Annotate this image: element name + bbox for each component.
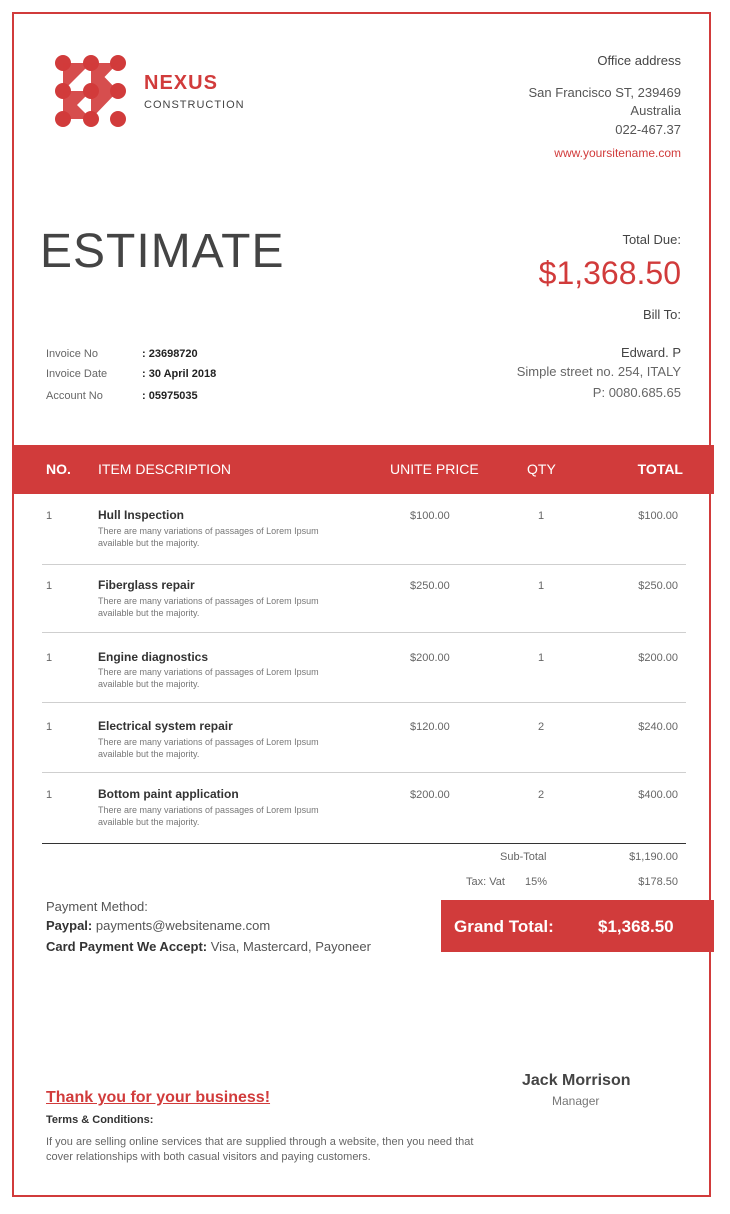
thank-you-message: Thank you for your business!: [46, 1089, 271, 1106]
header-total: TOTAL: [637, 461, 683, 477]
grand-total-value: $1,368.50: [598, 917, 674, 936]
row-divider: [42, 702, 686, 703]
total-due-value: $1,368.50: [538, 255, 681, 291]
row-title: Hull Inspection: [98, 508, 185, 522]
row-qty: 1: [538, 510, 545, 522]
tax-label: Tax: Vat: [466, 876, 505, 888]
row-unit-price: $200.00: [410, 652, 450, 664]
grand-total-label: Grand Total:: [454, 917, 554, 936]
account-no-value: : 05975035: [142, 390, 198, 402]
summary-divider: [42, 843, 686, 844]
row-qty: 2: [538, 721, 545, 733]
subtotal-label: Sub-Total: [500, 851, 547, 863]
invoice-date-value: : 30 April 2018: [142, 368, 217, 380]
row-total: $250.00: [638, 580, 678, 592]
subtotal-value: $1,190.00: [629, 851, 678, 863]
header-unit-price: UNITE PRICE: [390, 461, 479, 477]
invoice-no-label: Invoice No: [46, 348, 98, 360]
row-no: 1: [46, 580, 53, 592]
client-name: Edward. P: [621, 345, 681, 360]
row-qty: 1: [538, 580, 545, 592]
row-qty: 2: [538, 789, 545, 801]
card-payment-line: [46, 939, 371, 954]
total-due-label: Total Due:: [622, 232, 681, 247]
bill-to-label: Bill To:: [642, 307, 681, 322]
row-unit-price: $100.00: [410, 510, 450, 522]
card-payment-label: Card Payment We Accept:: [46, 939, 208, 954]
row-description: There are many variations of passages of Lorem Ipsum available but the majority.: [98, 596, 319, 618]
client-address: Simple street no. 254, ITALY: [516, 364, 681, 379]
signer-role: Manager: [552, 1094, 600, 1108]
row-total: $400.00: [638, 789, 678, 801]
header-description: ITEM DESCRIPTION: [98, 461, 232, 477]
paypal-label: Paypal:: [46, 918, 93, 933]
row-no: 1: [46, 789, 53, 801]
office-phone: 022-467.37: [615, 122, 681, 137]
row-total: $200.00: [638, 652, 678, 664]
card-payment-methods: Visa, Mastercard, Payoneer: [210, 939, 371, 954]
row-title: Electrical system repair: [98, 719, 233, 733]
row-divider: [42, 564, 686, 565]
signer-name: Jack Morrison: [522, 1072, 631, 1089]
invoice-no-value: : 23698720: [142, 348, 198, 360]
invoice-date-label: Invoice Date: [46, 368, 108, 380]
office-address-line1: San Francisco ST, 239469: [528, 85, 681, 100]
account-no-label: Account No: [46, 390, 103, 402]
header-qty: QTY: [527, 461, 556, 477]
paypal-line: [46, 918, 270, 933]
row-title: Fiberglass repair: [98, 578, 195, 592]
office-website-link[interactable]: www.yoursitename.com: [554, 146, 681, 160]
row-description: There are many variations of passages of Lorem Ipsum available but the majority.: [98, 526, 319, 548]
grand-total-box: [441, 900, 714, 952]
row-unit-price: $120.00: [410, 721, 450, 733]
company-subtitle: CONSTRUCTION: [144, 99, 245, 111]
office-address-line2: Australia: [630, 103, 681, 118]
terms-title: Terms & Conditions:: [46, 1114, 154, 1126]
row-qty: 1: [538, 652, 545, 664]
row-total: $100.00: [638, 510, 678, 522]
row-no: 1: [46, 652, 53, 664]
terms-text: If you are selling online services that are supplied through a website, then you need that cover relationships with both casual visitors and paying customers.: [46, 1136, 474, 1163]
row-title: Engine diagnostics: [98, 650, 209, 664]
row-description: There are many variations of passages of Lorem Ipsum available but the majority.: [98, 805, 319, 827]
row-unit-price: $250.00: [410, 580, 450, 592]
row-description: There are many variations of passages of Lorem Ipsum available but the majority.: [98, 667, 319, 689]
tax-value: $178.50: [638, 876, 678, 888]
dots-grid-logo-icon: [54, 54, 128, 130]
tax-rate: 15%: [525, 876, 548, 888]
row-title: Bottom paint application: [98, 787, 239, 801]
row-divider: [42, 772, 686, 773]
row-divider: [42, 632, 686, 633]
row-unit-price: $200.00: [410, 789, 450, 801]
payment-method-title: Payment Method:: [46, 899, 148, 914]
office-address-title: Office address: [597, 53, 681, 68]
document-title: ESTIMATE: [40, 225, 285, 278]
items-table-header: [13, 445, 714, 494]
header-no: NO.: [46, 461, 71, 477]
row-no: 1: [46, 510, 53, 522]
row-total: $240.00: [638, 721, 678, 733]
company-name: NEXUS: [144, 72, 218, 94]
client-phone: P: 0080.685.65: [592, 385, 681, 400]
row-no: 1: [46, 721, 53, 733]
paypal-email: payments@websitename.com: [95, 918, 271, 933]
row-description: There are many variations of passages of Lorem Ipsum available but the majority.: [98, 737, 319, 759]
